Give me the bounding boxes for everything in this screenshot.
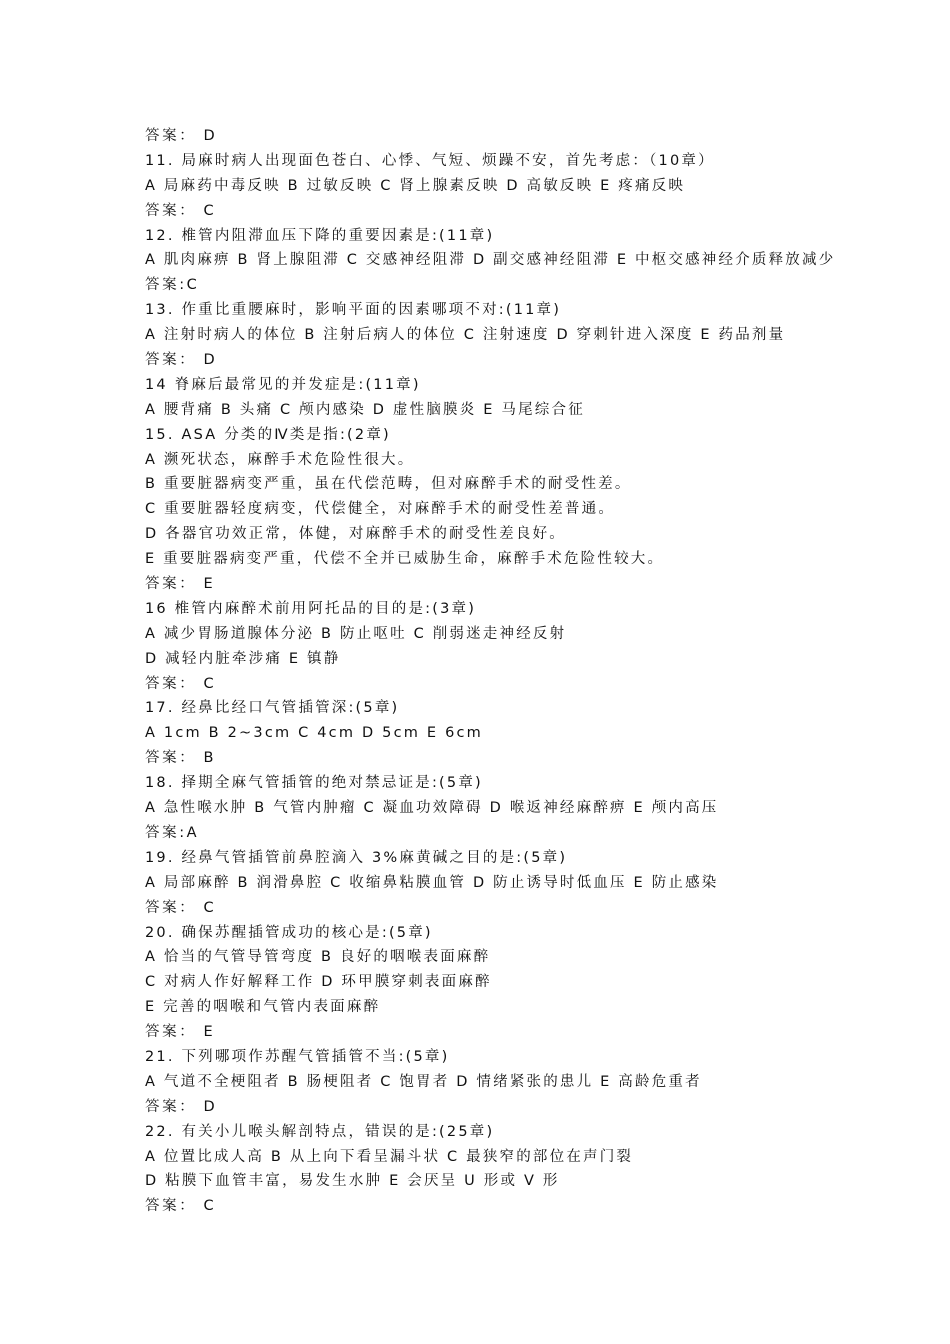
question-line: 18. 择期全麻气管插管的绝对禁忌证是:(5章) [145, 775, 483, 792]
options-line: A 局部麻醉 B 润滑鼻腔 C 收缩鼻粘膜血管 D 防止诱导时低血压 E 防止感染 [145, 874, 719, 891]
answer-line: 答案： D [145, 128, 218, 144]
options-line: A 位置比成人高 B 从上向下看呈漏斗状 C 最狭窄的部位在声门裂 [145, 1148, 634, 1165]
options-line: A 肌肉麻痹 B 肾上腺阻滞 C 交感神经阻滞 D 副交感神经阻滞 E 中枢交感神经介质释放减少 [145, 252, 836, 269]
options-line: D 减轻内脏牵涉痛 E 镇静 [145, 650, 341, 667]
question-line: 14 脊麻后最常见的并发症是:(11章) [145, 376, 421, 393]
answer-line: 答案： B [145, 750, 217, 767]
options-line: A 腰背痛 B 头痛 C 颅内感染 D 虚性脑膜炎 E 马尾综合征 [145, 401, 585, 418]
options-line: B 重要脏器病变严重，虽在代偿范畴，但对麻醉手术的耐受性差。 [145, 476, 632, 493]
question-line: 11. 局麻时病人出现面色苍白、心悸、气短、烦躁不安，首先考虑：（10章） [145, 152, 715, 169]
answer-line: 答案： D [145, 352, 218, 369]
document-body [145, 124, 865, 1219]
options-line: A 急性喉水肿 B 气管内肿瘤 C 凝血功效障碍 D 喉返神经麻醉痹 E 颅内高压 [145, 800, 719, 817]
question-line: 22. 有关小儿喉头解剖特点，错误的是:(25章) [145, 1123, 495, 1140]
question-line: 13. 作重比重腰麻时，影响平面的因素哪项不对:(11章) [145, 302, 562, 319]
options-line: C 重要脏器轻度病变，代偿健全，对麻醉手术的耐受性差普通。 [145, 501, 616, 518]
options-line: A 恰当的气管导管弯度 B 良好的咽喉表面麻醉 [145, 949, 491, 966]
options-line: D 粘膜下血管丰富，易发生水肿 E 会厌呈 U 形或 V 形 [145, 1173, 560, 1190]
question-line: 20. 确保苏醒插管成功的核心是:(5章) [145, 924, 433, 941]
question-line: 12. 椎管内阻滞血压下降的重要因素是:(11章) [145, 227, 495, 244]
options-line: A 濒死状态，麻醉手术危险性很大。 [145, 451, 415, 468]
question-line: 19. 经鼻气管插管前鼻腔滴入 3%麻黄碱之目的是:(5章) [145, 849, 568, 866]
answer-line: 答案： D [145, 1098, 218, 1115]
options-line: A 局麻药中毒反映 B 过敏反映 C 肾上腺素反映 D 高敏反映 E 疼痛反映 [145, 177, 686, 194]
options-line: E 完善的咽喉和气管内表面麻醉 [145, 999, 381, 1016]
answer-line: 答案： C [145, 1198, 217, 1215]
answer-line: 答案:C [145, 277, 200, 294]
options-line: A 注射时病人的体位 B 注射后病人的体位 C 注射速度 D 穿刺针进入深度 E 药品剂量 [145, 327, 786, 344]
options-line: A 减少胃肠道腺体分泌 B 防止呕吐 C 削弱迷走神经反射 [145, 625, 567, 642]
answer-line: 答案:A [145, 824, 200, 841]
question-line: 15. ASA 分类的Ⅳ类是指:(2章) [145, 426, 391, 443]
question-line: 17. 经鼻比经口气管插管深:(5章) [145, 700, 400, 717]
options-line: D 各器官功效正常，体健，对麻醉手术的耐受性差良好。 [145, 526, 566, 543]
options-line: A 气道不全梗阻者 B 肠梗阻者 C 饱胃者 D 情绪紧张的患儿 E 高龄危重者 [145, 1073, 702, 1090]
options-line: C 对病人作好解释工作 D 环甲膜穿刺表面麻醉 [145, 974, 492, 991]
answer-line: 答案： C [145, 675, 217, 692]
answer-line: 答案： C [145, 202, 217, 219]
answer-line: 答案： E [145, 1024, 216, 1041]
options-line: A 1cm B 2~3cm C 4cm D 5cm E 6cm [145, 725, 483, 742]
question-line: 16 椎管内麻醉术前用阿托品的目的是:(3章) [145, 600, 477, 617]
question-line: 21. 下列哪项作苏醒气管插管不当:(5章) [145, 1048, 450, 1065]
answer-line: 答案： C [145, 899, 217, 916]
answer-line: 答案： E [145, 576, 216, 593]
options-line: E 重要脏器病变严重，代偿不全并已威胁生命，麻醉手术危险性较大。 [145, 551, 665, 568]
